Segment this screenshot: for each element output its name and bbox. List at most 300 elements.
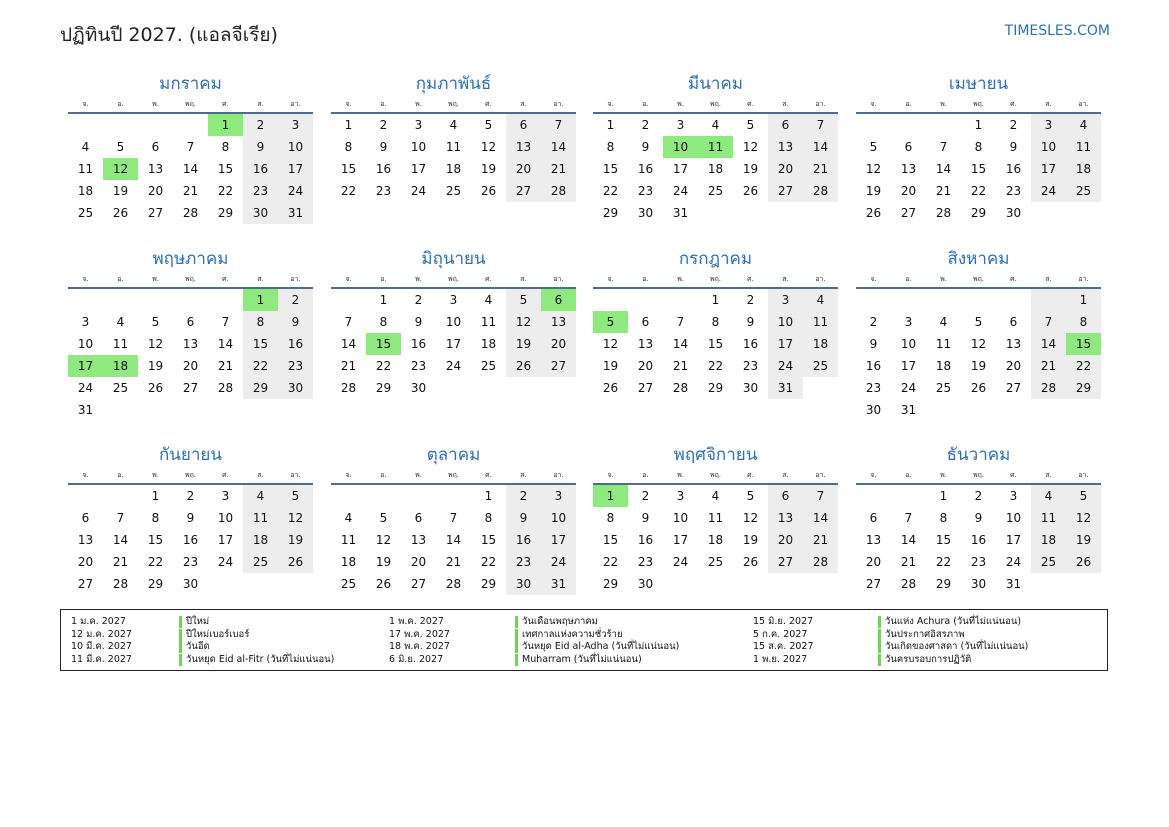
weekday-label: จ. [870, 471, 877, 479]
day-cell: 1 [379, 293, 388, 307]
weekday-label: ส. [257, 471, 264, 479]
day-cell: 8 [151, 511, 160, 525]
day-cell: 4 [81, 140, 90, 154]
weekday-label: พ. [415, 275, 422, 283]
day-cell: 25 [480, 359, 497, 373]
day-cell: 31 [1005, 577, 1022, 591]
day-cell: 30 [742, 381, 759, 395]
day-cell: 29 [1066, 377, 1101, 399]
holiday-name: วันหยุด Eid al-Adha (วันที่ไม่แน่นอน) [515, 641, 679, 653]
weekday-label: ส. [782, 100, 789, 108]
weekday-label: พฤ. [447, 275, 460, 283]
day-cell: 25 [1066, 180, 1101, 202]
day-cell: 16 [410, 337, 427, 351]
day-cell: 11 [707, 511, 724, 525]
day-cell: 11 [112, 337, 129, 351]
day-cell: 14 [803, 136, 838, 158]
day-cell: 13 [865, 533, 882, 547]
day-cell: 28 [541, 180, 576, 202]
weekday-label: พฤ. [972, 275, 985, 283]
day-cell: 30 [182, 577, 199, 591]
day-cell: 27 [637, 381, 654, 395]
weekday-label: จ. [345, 471, 352, 479]
day-cell: 25 [707, 184, 724, 198]
day-cell: 29 [480, 577, 497, 591]
empty-day-cell [173, 114, 208, 136]
empty-day-cell [541, 377, 576, 399]
day-cell: 26 [602, 381, 619, 395]
day-cell: 26 [278, 551, 313, 573]
month-title: สิงหาคม [947, 249, 1010, 269]
weekday-label: ศ. [485, 275, 492, 283]
days-grid [593, 114, 838, 224]
weekday-label: อา. [290, 275, 301, 283]
day-cell: 30 [637, 577, 654, 591]
day-cell: 10 [768, 311, 803, 333]
day-cell: 16 [243, 158, 278, 180]
weekday-label: ส. [257, 100, 264, 108]
weekday-label: ศ. [747, 471, 754, 479]
day-cell: 15 [970, 162, 987, 176]
day-cell: 27 [1005, 381, 1022, 395]
day-cell: 11 [480, 315, 497, 329]
month-block [68, 441, 313, 595]
empty-day-cell [331, 485, 366, 507]
day-cell: 11 [935, 337, 952, 351]
day-cell: 15 [707, 337, 724, 351]
day-cell: 22 [217, 184, 234, 198]
day-cell: 24 [1031, 180, 1066, 202]
day-cell: 5 [379, 511, 388, 525]
days-grid [593, 485, 838, 595]
day-cell: 2 [278, 289, 313, 311]
day-cell: 2 [414, 293, 423, 307]
weekday-header [593, 98, 838, 114]
day-cell: 12 [1066, 507, 1101, 529]
day-cell: 2 [243, 114, 278, 136]
day-cell: 7 [939, 140, 948, 154]
day-cell: 28 [672, 381, 689, 395]
day-cell: 19 [480, 162, 497, 176]
day-cell: 26 [865, 206, 882, 220]
holiday-date: 15 ส.ค. 2027 [753, 641, 814, 652]
day-cell: 18 [77, 184, 94, 198]
weekday-label: อา. [1078, 100, 1089, 108]
day-cell: 12 [506, 311, 541, 333]
empty-day-cell [68, 114, 103, 136]
day-cell: 24 [768, 355, 803, 377]
day-cell: 22 [707, 359, 724, 373]
empty-day-cell [436, 377, 471, 399]
day-cell: 13 [147, 162, 164, 176]
day-cell: 12 [103, 158, 138, 180]
empty-day-cell [366, 485, 401, 507]
day-cell: 14 [340, 337, 357, 351]
day-cell: 2 [1009, 118, 1018, 132]
day-cell: 20 [410, 555, 427, 569]
day-cell: 4 [1066, 114, 1101, 136]
holiday-date: 10 มี.ค. 2027 [71, 641, 132, 652]
weekday-label: อ. [117, 471, 124, 479]
empty-day-cell [803, 202, 838, 224]
month-title: ตุลาคม [426, 445, 481, 465]
day-cell: 4 [449, 118, 458, 132]
day-cell: 29 [375, 381, 392, 395]
weekday-label: จ. [345, 275, 352, 283]
holiday-date: 18 พ.ค. 2027 [389, 641, 450, 652]
weekday-label: ศ. [222, 275, 229, 283]
day-cell: 20 [768, 529, 803, 551]
day-cell: 22 [935, 555, 952, 569]
day-cell: 24 [900, 381, 917, 395]
day-cell: 16 [637, 533, 654, 547]
day-cell: 21 [1031, 355, 1066, 377]
day-cell: 19 [278, 529, 313, 551]
site-link[interactable]: TIMESLES.COM [1004, 23, 1110, 39]
weekday-label: พฤ. [972, 471, 985, 479]
weekday-label: พฤ. [972, 100, 985, 108]
day-cell: 9 [746, 315, 755, 329]
empty-day-cell [1066, 573, 1101, 595]
day-cell: 18 [445, 162, 462, 176]
empty-day-cell [961, 399, 996, 421]
day-cell: 30 [506, 573, 541, 595]
day-cell: 20 [182, 359, 199, 373]
weekday-header [68, 469, 313, 485]
day-cell: 17 [217, 533, 234, 547]
day-cell: 2 [974, 489, 983, 503]
empty-day-cell [698, 573, 733, 595]
month-title: มีนาคม [688, 74, 743, 94]
day-cell: 27 [147, 206, 164, 220]
day-cell: 14 [182, 162, 199, 176]
day-cell: 1 [593, 485, 628, 507]
empty-day-cell [926, 399, 961, 421]
day-cell: 13 [506, 136, 541, 158]
day-cell: 22 [375, 359, 392, 373]
day-cell: 6 [768, 485, 803, 507]
empty-day-cell [103, 485, 138, 507]
day-cell: 22 [243, 355, 278, 377]
day-cell: 27 [77, 577, 94, 591]
day-cell: 28 [935, 206, 952, 220]
empty-day-cell [471, 377, 506, 399]
day-cell: 30 [865, 403, 882, 417]
day-cell: 3 [541, 485, 576, 507]
day-cell: 7 [676, 315, 685, 329]
weekday-header [856, 273, 1101, 289]
day-cell: 25 [1031, 551, 1066, 573]
day-cell: 1 [151, 489, 160, 503]
weekday-label: จ. [607, 275, 614, 283]
weekday-header [856, 469, 1101, 485]
weekday-header [68, 98, 313, 114]
days-grid [856, 485, 1101, 595]
day-cell: 6 [641, 315, 650, 329]
weekday-label: พ. [152, 100, 159, 108]
weekday-label: พ. [152, 471, 159, 479]
day-cell: 20 [865, 555, 882, 569]
day-cell: 26 [742, 184, 759, 198]
empty-day-cell [961, 289, 996, 311]
weekday-label: อา. [815, 100, 826, 108]
weekday-label: จ. [82, 275, 89, 283]
day-cell: 23 [742, 359, 759, 373]
empty-day-cell [996, 399, 1031, 421]
weekday-label: จ. [82, 100, 89, 108]
month-block [856, 70, 1101, 224]
day-cell: 10 [1031, 136, 1066, 158]
empty-day-cell [1066, 399, 1101, 421]
day-cell: 3 [676, 118, 685, 132]
weekday-label: อ. [905, 471, 912, 479]
empty-day-cell [768, 573, 803, 595]
days-grid [331, 289, 576, 399]
empty-day-cell [1066, 202, 1101, 224]
day-cell: 7 [449, 511, 458, 525]
day-cell: 14 [217, 337, 234, 351]
weekday-label: อ. [380, 471, 387, 479]
day-cell: 8 [606, 140, 615, 154]
day-cell: 22 [340, 184, 357, 198]
day-cell: 20 [768, 158, 803, 180]
day-cell: 19 [742, 533, 759, 547]
day-cell: 12 [865, 162, 882, 176]
day-cell: 3 [414, 118, 423, 132]
days-grid [856, 289, 1101, 421]
weekday-label: จ. [870, 275, 877, 283]
day-cell: 23 [970, 555, 987, 569]
day-cell: 3 [676, 489, 685, 503]
day-cell: 18 [480, 337, 497, 351]
day-cell: 1 [606, 118, 615, 132]
day-cell: 12 [602, 337, 619, 351]
day-cell: 24 [672, 184, 689, 198]
day-cell: 24 [445, 359, 462, 373]
empty-day-cell [103, 289, 138, 311]
holiday-name: วันแห่ง Achura (วันที่ไม่แน่นอน) [878, 616, 1021, 628]
weekday-label: อ. [117, 275, 124, 283]
empty-day-cell [891, 485, 926, 507]
day-cell: 1 [939, 489, 948, 503]
empty-day-cell [103, 399, 138, 421]
day-cell: 20 [541, 333, 576, 355]
day-cell: 4 [484, 293, 493, 307]
weekday-label: อา. [290, 471, 301, 479]
day-cell: 21 [803, 529, 838, 551]
days-grid [68, 114, 313, 224]
weekday-label: พฤ. [184, 275, 197, 283]
weekday-label: ศ. [1010, 275, 1017, 283]
holiday-date: 1 ม.ค. 2027 [71, 616, 126, 627]
day-cell: 5 [116, 140, 125, 154]
day-cell: 15 [217, 162, 234, 176]
empty-day-cell [593, 289, 628, 311]
empty-day-cell [628, 289, 663, 311]
day-cell: 13 [768, 136, 803, 158]
day-cell: 29 [970, 206, 987, 220]
day-cell: 10 [445, 315, 462, 329]
month-title: พฤศจิกายน [673, 445, 758, 465]
weekday-label: ศ. [1010, 100, 1017, 108]
day-cell: 31 [77, 403, 94, 417]
days-grid [68, 485, 313, 595]
day-cell: 10 [900, 337, 917, 351]
holiday-date: 12 ม.ค. 2027 [71, 628, 132, 640]
day-cell: 13 [182, 337, 199, 351]
weekday-label: พฤ. [709, 275, 722, 283]
weekday-label: อ. [905, 275, 912, 283]
day-cell: 28 [1031, 377, 1066, 399]
day-cell: 27 [768, 551, 803, 573]
holiday-date: 1 พ.ย. 2027 [753, 653, 808, 665]
day-cell: 4 [344, 511, 353, 525]
day-cell: 4 [243, 485, 278, 507]
day-cell: 27 [900, 206, 917, 220]
day-cell: 13 [900, 162, 917, 176]
month-title: กรกฎาคม [678, 249, 753, 269]
day-cell: 24 [672, 555, 689, 569]
holiday-name: วันอีด [179, 641, 210, 653]
day-cell: 8 [711, 315, 720, 329]
weekday-label: อ. [642, 275, 649, 283]
weekday-label: พ. [940, 275, 947, 283]
day-cell: 25 [112, 381, 129, 395]
day-cell: 6 [869, 511, 878, 525]
day-cell: 28 [803, 551, 838, 573]
day-cell: 21 [112, 555, 129, 569]
day-cell: 3 [449, 293, 458, 307]
empty-day-cell [856, 289, 891, 311]
empty-day-cell [803, 377, 838, 399]
day-cell: 20 [147, 184, 164, 198]
day-cell: 30 [637, 206, 654, 220]
day-cell: 24 [217, 555, 234, 569]
day-cell: 6 [151, 140, 160, 154]
month-block [331, 441, 576, 595]
empty-day-cell [926, 289, 961, 311]
day-cell: 31 [672, 206, 689, 220]
day-cell: 14 [672, 337, 689, 351]
day-cell: 23 [278, 355, 313, 377]
day-cell: 27 [182, 381, 199, 395]
day-cell: 2 [869, 315, 878, 329]
day-cell: 30 [970, 577, 987, 591]
weekday-label: อา. [290, 100, 301, 108]
day-cell: 6 [768, 114, 803, 136]
day-cell: 22 [480, 555, 497, 569]
empty-day-cell [1031, 399, 1066, 421]
empty-day-cell [926, 114, 961, 136]
weekday-label: พ. [677, 275, 684, 283]
weekday-label: อ. [117, 100, 124, 108]
day-cell: 8 [939, 511, 948, 525]
day-cell: 15 [243, 333, 278, 355]
empty-day-cell [138, 289, 173, 311]
day-cell: 12 [375, 533, 392, 547]
day-cell: 21 [803, 158, 838, 180]
day-cell: 27 [506, 180, 541, 202]
holiday-date: 17 พ.ค. 2027 [389, 628, 450, 640]
day-cell: 2 [641, 489, 650, 503]
day-cell: 6 [81, 511, 90, 525]
day-cell: 22 [970, 184, 987, 198]
day-cell: 29 [935, 577, 952, 591]
day-cell: 13 [768, 507, 803, 529]
day-cell: 3 [1031, 114, 1066, 136]
day-cell: 11 [340, 533, 357, 547]
day-cell: 10 [410, 140, 427, 154]
day-cell: 3 [904, 315, 913, 329]
day-cell: 6 [541, 289, 576, 311]
weekday-label: จ. [607, 100, 614, 108]
day-cell: 1 [974, 118, 983, 132]
days-grid [856, 114, 1101, 224]
day-cell: 10 [663, 136, 698, 158]
empty-day-cell [278, 399, 313, 421]
day-cell: 19 [112, 184, 129, 198]
day-cell: 4 [711, 118, 720, 132]
day-cell: 17 [672, 533, 689, 547]
weekday-header [68, 273, 313, 289]
day-cell: 16 [970, 533, 987, 547]
month-block [856, 441, 1101, 595]
empty-day-cell [68, 485, 103, 507]
day-cell: 6 [186, 315, 195, 329]
weekday-label: อา. [1078, 275, 1089, 283]
holiday-date: 15 มิ.ย. 2027 [753, 616, 814, 627]
empty-day-cell [891, 289, 926, 311]
day-cell: 21 [340, 359, 357, 373]
weekday-label: พ. [415, 471, 422, 479]
day-cell: 7 [116, 511, 125, 525]
day-cell: 9 [869, 337, 878, 351]
day-cell: 19 [742, 162, 759, 176]
day-cell: 4 [1031, 485, 1066, 507]
weekday-label: ศ. [747, 100, 754, 108]
day-cell: 13 [637, 337, 654, 351]
weekday-label: ส. [257, 275, 264, 283]
weekday-label: อ. [642, 100, 649, 108]
day-cell: 14 [445, 533, 462, 547]
day-cell: 21 [217, 359, 234, 373]
weekday-label: อ. [905, 100, 912, 108]
day-cell: 9 [414, 315, 423, 329]
day-cell: 23 [182, 555, 199, 569]
day-cell: 17 [68, 355, 103, 377]
holiday-name: ปีใหม่ [179, 616, 209, 628]
day-cell: 31 [768, 377, 803, 399]
day-cell: 3 [278, 114, 313, 136]
day-cell: 19 [147, 359, 164, 373]
day-cell: 9 [506, 507, 541, 529]
day-cell: 8 [1066, 311, 1101, 333]
day-cell: 20 [506, 158, 541, 180]
day-cell: 26 [970, 381, 987, 395]
day-cell: 14 [112, 533, 129, 547]
days-grid [68, 289, 313, 421]
empty-day-cell [856, 485, 891, 507]
day-cell: 4 [711, 489, 720, 503]
empty-day-cell [891, 114, 926, 136]
weekday-label: อา. [553, 100, 564, 108]
day-cell: 27 [410, 577, 427, 591]
day-cell: 17 [278, 158, 313, 180]
day-cell: 15 [366, 333, 401, 355]
holiday-name: วันเกิดของศาสดา (วันที่ไม่แน่นอน) [878, 641, 1028, 653]
days-grid [593, 289, 838, 399]
day-cell: 29 [707, 381, 724, 395]
